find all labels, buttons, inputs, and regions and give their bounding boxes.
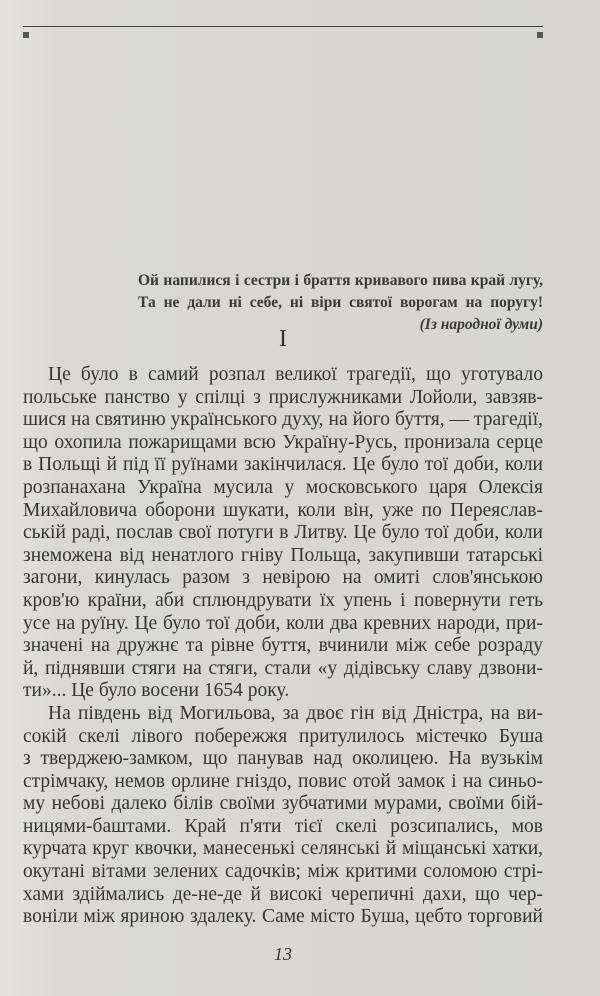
text-line: розпанахана Україна мусила у московського царя Олексія: [23, 476, 543, 498]
epigraph-line: Ой напилися і сестри і браття кривавого пива край лугу,: [138, 272, 543, 289]
text-line: в Польщі й під її руїнами закінчилася. Це було тої доби, коли: [23, 454, 543, 476]
text-line: що охопила пожарищами всю Україну-Русь, пронизала серце: [23, 431, 543, 453]
text-line: ницями-баштами. Край п'яти тієї скелі розсипались, мов: [23, 815, 543, 837]
epigraph-line: Та не дали ні себе, ні віри святої ворогам на поругу!: [138, 294, 543, 311]
text-line: шися на святиню українського духу, на його буття, — трагедії,: [23, 409, 543, 431]
text-line: усе на руїну. Це було тої доби, коли два кревних народи, при-: [23, 612, 543, 634]
left-ornament-square: [23, 32, 29, 38]
text-line: Це було в самий розпал великої трагедії, що уготувало: [48, 364, 543, 385]
text-line: стрімчаку, немов орлине гніздо, повис отой замок і на синьо-: [23, 770, 543, 792]
header-rule: [23, 26, 543, 27]
text-line: ській раді, послав свої потуги в Литву. Це було тої доби, коли: [23, 522, 543, 544]
text-line: окутані вітами зелених садочків; між критими соломою стрі-: [23, 861, 543, 883]
chapter-numeral: I: [279, 326, 287, 352]
body-text: [23, 364, 543, 929]
text-line: му небові далеко білів своїми зубчатими мурами, своїми бій-: [23, 793, 543, 815]
right-ornament-square: [537, 32, 543, 38]
text-line: На південь від Могильова, за двоє гін від Дністра, на ви-: [48, 702, 543, 724]
text-line: знеможена від ненатлого гніву Польща, закупивши татарські: [23, 544, 543, 566]
text-line: загони, кинулась разом з невірою на омиті слов'янською: [23, 567, 543, 589]
text-line: курчата круг квочки, манесенькі селянські й міщанські хатки,: [23, 838, 543, 860]
text-line: воніли між яриною здалеку. Саме місто Буша, цебто торговий: [23, 906, 543, 928]
text-line: сокій скелі лівого побережжя притулилось містечко Буша: [23, 725, 543, 747]
epigraph-source: (Із народної думи): [419, 316, 543, 333]
text-line: значені на дружнє та рівне буття, вчинили між себе розраду: [23, 635, 543, 657]
page-number: 13: [274, 944, 292, 964]
text-line: хами здіймались де-не-де й високі черепичні дахи, що чер-: [23, 883, 543, 905]
text-line: польське панство у спілці з прислужниками Лойоли, завзяв-: [23, 386, 543, 408]
text-line: кров'ю країни, аби сплюндрувати їх упень і повернути геть: [23, 589, 543, 611]
text-line: Михайловича оборони шукати, коли він, уже по Переяслав-: [23, 499, 543, 521]
text-line: й, піднявши стяги на стяги, стали «у дідівську славу дзвони-: [23, 657, 543, 679]
text-line: з тверджею-замком, що панував над околицею. На вузькім: [23, 748, 543, 770]
text-line: ти»... Це було восени 1654 року.: [23, 680, 290, 702]
